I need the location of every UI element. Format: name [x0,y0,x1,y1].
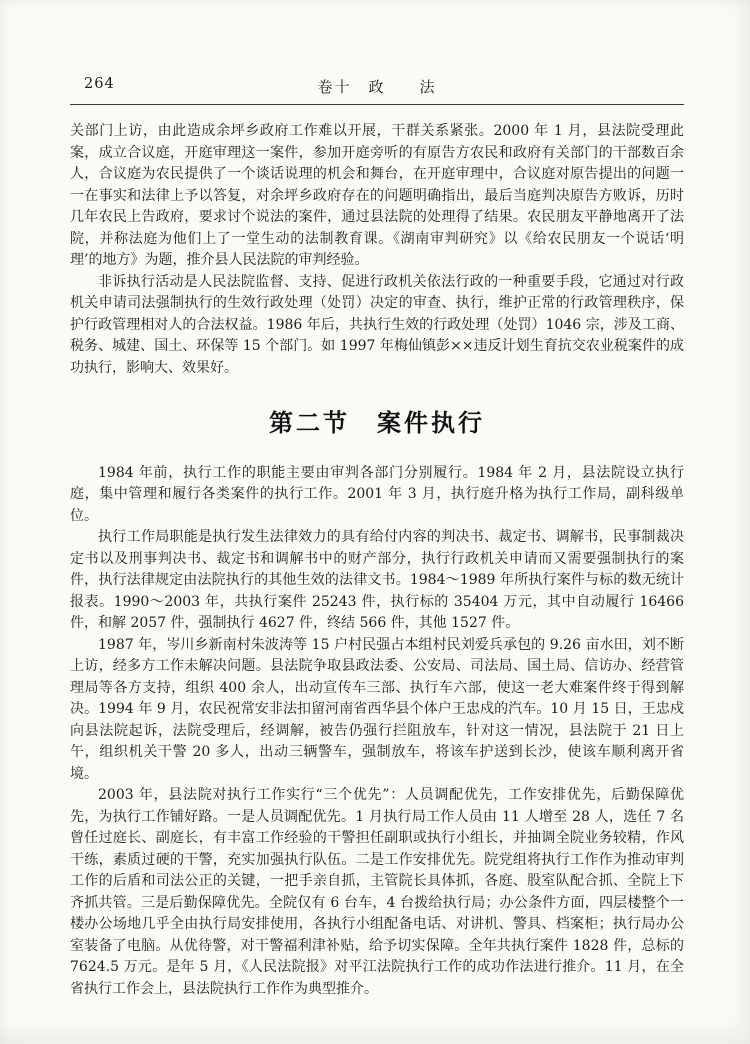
section-title: 第二节 案件执行 [269,408,485,437]
paragraph-enforcement-bureau-duties: 执行工作局职能是执行发生法律效力的具有给付内容的判决书、裁定书、调解书，民事制裁决定书以及刑事判决书、裁定书和调解书中的财产部分，执行行政机关申请而又需要强制执行的案件，执行法律规定由法院执行的其他生效的法律文书。1984～1989 年所执行案件与标的数无统计报表。1990～2003 年，共执行案件 25243 件，执行标的 35404 万元，其中自动履行 16466 件，和解 2057 件，强制执行 4627 件，终结 566 件，其他 1527 件。 [70,529,684,631]
page-header [70,76,684,98]
paragraph-continuation: 关部门上访，由此造成余坪乡政府工作难以开展，干群关系紧张。2000 年 1 月，县法院受理此案，成立合议庭，开庭审理这一案件，参加开庭旁听的有原告方农民和政府有关部门的干部数百余人，合议庭为农民提供了一个谈话说理的机会和舞台，在开庭审理中，合议庭对原告提出的问题一一在事实和法律上予以答复，对余坪乡政府存在的问题明确指出，最后当庭判决原告方败诉，历时几年农民上告政府，要求讨个说法的案件，通过县法院的处理得了结果。农民朋友平静地离开了法院，并称法庭为他们上了一堂生动的法制教育课。《湖南审判研究》以《给农民朋友一个说话‘明理’的地方》为题，推介县人民法院的审判经验。 [70,123,684,268]
paragraph-enforcement-division-history: 1984 年前，执行工作的职能主要由审判各部门分别履行。1984 年 2 月，县法院设立执行庭，集中管理和履行各类案件的执行工作。2001 年 3 月，执行庭升格为执行工作局，副科级单位。 [70,464,684,524]
header-rule [70,104,684,105]
page-body [70,121,684,1000]
page-number: 264 [84,76,115,92]
paragraph-three-priorities-2003: 2003 年，县法院对执行工作实行“三个优先”：人员调配优先，工作安排优先，后勤保障优先，为执行工作铺好路。一是人员调配优先。1 月执行局工作人员由 11 人增至 28 人，选任 7 名曾任过庭长、副庭长，有丰富工作经验的干警担任副职或执行小组长，并抽调全院业务较精，作风干练，素质过硬的干警，充实加强执行队伍。二是工作安排优先。院党组将执行工作作为推动审判工作的后盾和司法公正的关键，一把手亲自抓，主管院长具体抓，各庭、股室队配合抓、全院上下齐抓共管。三是后勤保障优先。全院仅有 6 台车，4 台拨给执行局；办公条件方面，四层楼整个一楼办公场地几乎全由执行局安排使用，各执行小组配备电话、对讲机、警具、档案柜；执行局办公室装备了电脑。从优待警，对干警福利津补贴，给予切实保障。全年共执行案件 1828 件，总标的 7624.5 万元。是年 5 月，《人民法院报》对平江法院执行工作的成功作法进行推介。11 月，在全省执行工作会上，县法院执行工作作为典型推介。 [70,787,684,997]
paragraph-nonlitigation-enforcement: 非诉执行活动是人民法院监督、支持、促进行政机关依法行政的一种重要手段，它通过对行政机关申请司法强制执行的生效行政处理（处罚）决定的审查、执行，维护正常的行政管理秩序，保护行政管理相对人的合法权益。1986 年后，共执行生效的行政处理（处罚）1046 宗，涉及工商、税务、城建、国土、环保等 15 个部门。如 1997 年梅仙镇彭××违反计划生育抗交农业税案件的成功执行，影响大、效果好。 [70,273,684,376]
paragraph-enforcement-cases-1987-1994: 1987 年，岑川乡新南村朱波涛等 15 户村民强占本组村民刘爱兵承包的 9.26 亩水田，刘不断上访，经多方工作未解决问题。县法院争取县政法委、公安局、司法局、国土局、信访办、经营管理局等各方支持，组织 400 余人，出动宣传车三部、执行车六部，使这一老大难案件终于得到解决。1994 年 9 月，农民祝常安非法扣留河南省西华县个体户王忠戍的汽车。10 月 15 日，王忠戍向县法院起诉，法院受理后，经调解，被告仍强行拦阻放车，针对这一情况，县法院于 21 日上午，组织机关干警 20 多人，出动三辆警车，强制放车，将该车护送到长沙，使该车顺利离开省境。 [70,636,684,782]
running-head: 卷十 政 法 [317,78,437,96]
